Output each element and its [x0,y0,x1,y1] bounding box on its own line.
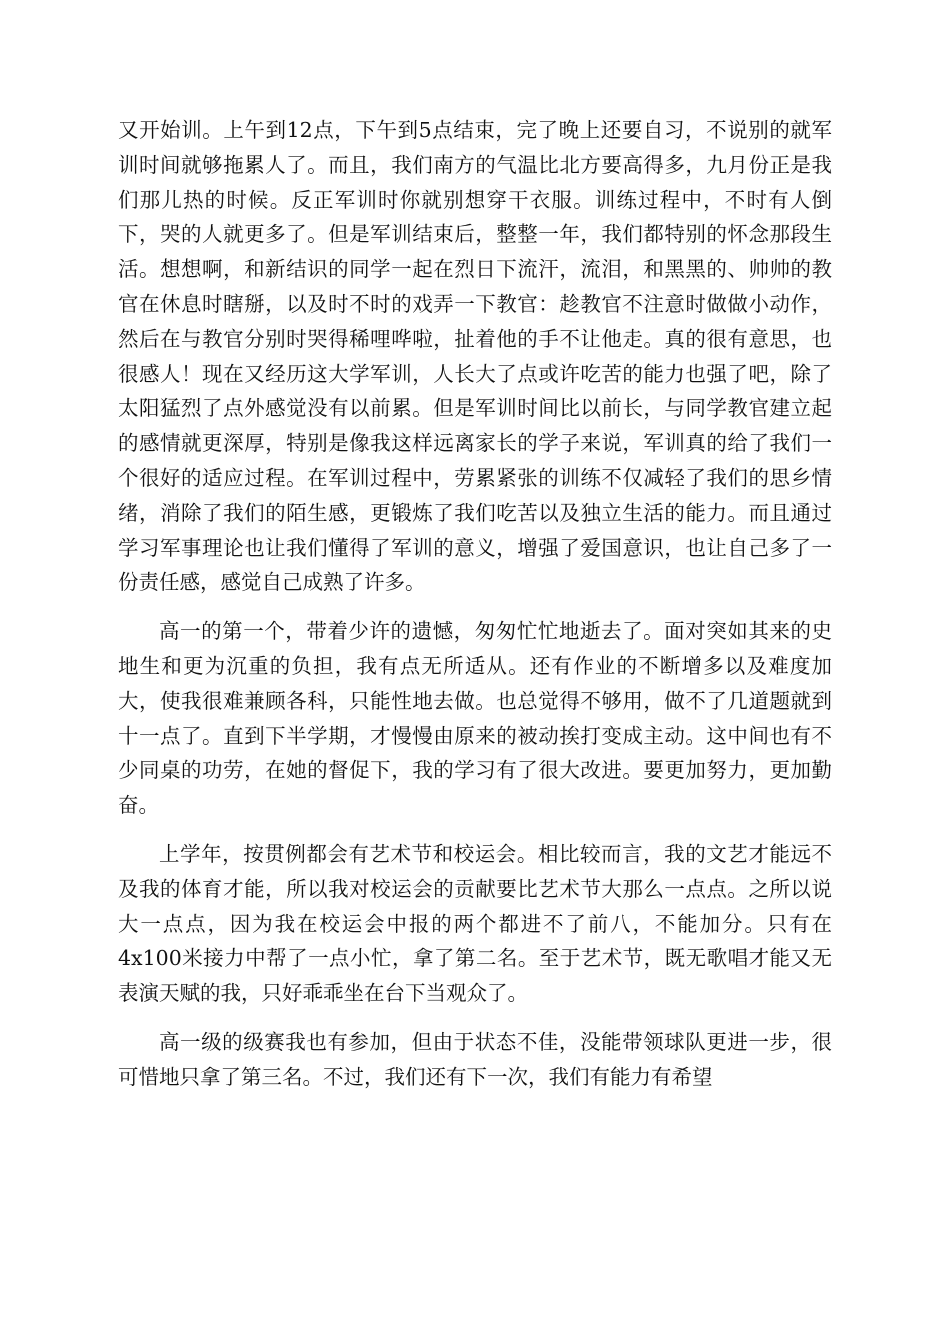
paragraph-military-training: 又开始训。上午到12点，下午到5点结束，完了晚上还要自习，不说别的就军训时间就够拖累人了。而且，我们南方的气温比北方要高得多，九月份正是我们那儿热的时候。反正军训时你就别想穿干衣服。训练过程中，不时有人倒下，哭的人就更多了。但是军训结束后，整整一年，我们都特别的怀念那段生活。想想啊，和新结识的同学一起在烈日下流汗，流泪，和黑黑的、帅帅的教官在休息时瞎掰，以及时不时的戏弄一下教官：趁教官不注意时做做小动作，然后在与教官分别时哭得稀哩哗啦，扯着他的手不让他走。真的很有意思，也很感人！现在又经历这大学军训，人长大了点或许吃苦的能力也强了吧，除了太阳猛烈了点外感觉没有以前累。但是军训时间比以前长，与同学教官建立起的感情就更深厚，特别是像我这样远离家长的学子来说，军训真的给了我们一个很好的适应过程。在军训过程中，劳累紧张的训练不仅减轻了我们的思乡情绪，消除了我们的陌生感，更锻炼了我们吃苦以及独立生活的能力。而且通过学习军事理论也让我们懂得了军训的意义，增强了爱国意识，也让自己多了一份责任感，感觉自己成熟了许多。 [118,118,832,595]
paragraph-first-semester: 高一的第一个，带着少许的遗憾，匆匆忙忙地逝去了。面对突如其来的史地生和更为沉重的负担，我有点无所适从。还有作业的不断增多以及难度加大，使我很难兼顾各科，只能性地去做。也总觉得不够用，做不了几道题就到十一点了。直到下半学期，才慢慢由原来的被动挨打变成主动。这中间也有不少同桌的功劳，在她的督促下，我的学习有了很大改进。要更加努力，更加勤奋。 [118,619,832,818]
paragraph-art-and-sports: 上学年，按贯例都会有艺术节和校运会。相比较而言，我的文艺才能远不及我的体育才能，所以我对校运会的贡献要比艺术节大那么一点点。之所以说大一点点，因为我在校运会中报的两个都进不了前八，不能加分。只有在4x100米接力中帮了一点小忙，拿了第二名。至于艺术节，既无歌唱才能又无表演天赋的我，只好乖乖坐在台下当观众了。 [118,841,832,1006]
document-body [118,113,832,1109]
paragraph-ball-game: 高一级的级赛我也有参加，但由于状态不佳，没能带领球队更进一步，很可惜地只拿了第三名。不过，我们还有下一次，我们有能力有希望 [118,1029,832,1089]
